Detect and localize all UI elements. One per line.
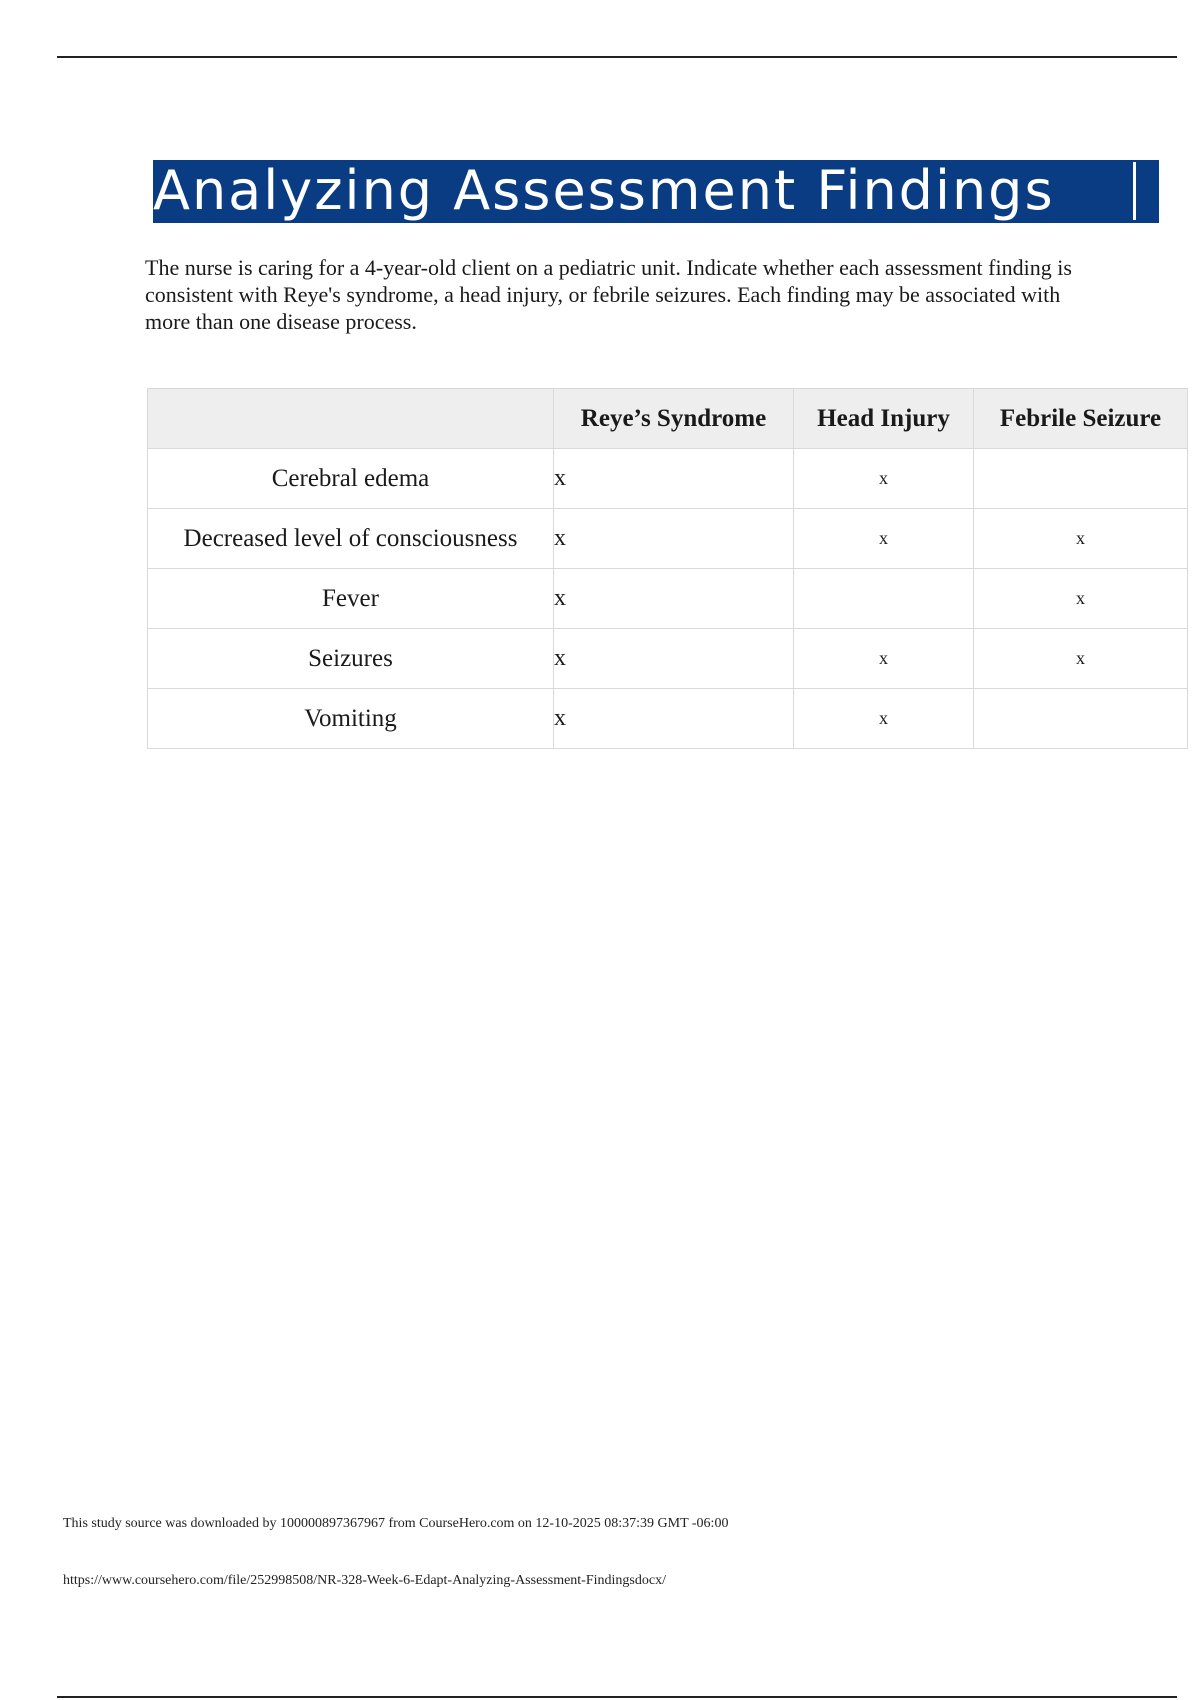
- table-header-row: [148, 389, 1188, 449]
- reyes-mark: x: [554, 509, 794, 569]
- reyes-mark: x: [554, 569, 794, 629]
- reyes-mark: x: [554, 449, 794, 509]
- reyes-mark: x: [554, 629, 794, 689]
- head-injury-mark: x: [794, 629, 974, 689]
- head-injury-mark: x: [794, 689, 974, 749]
- finding-cell: Seizures: [148, 629, 554, 689]
- intro-paragraph: The nurse is caring for a 4-year-old client on a pediatric unit. Indicate whether each assessment finding is consistent with Reye's syndrome, a head injury, or febrile seizures. Each finding may be associated with more than one disease process.: [145, 255, 1072, 334]
- febrile-seizure-mark: [974, 689, 1188, 749]
- source-url: https://www.coursehero.com/file/252998508/NR-328-Week-6-Edapt-Analyzing-Assessment-Findingsdocx/: [63, 1573, 666, 1588]
- top-rule: [57, 56, 1177, 58]
- finding-cell: Vomiting: [148, 689, 554, 749]
- finding-cell: Fever: [148, 569, 554, 629]
- header-head-injury: Head Injury: [794, 389, 974, 449]
- bottom-rule: [57, 1696, 1177, 1698]
- febrile-seizure-mark: [974, 449, 1188, 509]
- reyes-mark: x: [554, 689, 794, 749]
- head-injury-mark: x: [794, 449, 974, 509]
- text-cursor: [1133, 162, 1136, 220]
- download-note: This study source was downloaded by 100000897367967 from CourseHero.com on 12-10-2025 08:37:39 GMT -06:00: [63, 1516, 729, 1531]
- findings-table: [147, 388, 1188, 749]
- header-febrile-seizure: Febrile Seizure: [974, 389, 1188, 449]
- head-injury-mark: [794, 569, 974, 629]
- title-highlight: [153, 160, 1159, 223]
- febrile-seizure-mark: x: [974, 509, 1188, 569]
- finding-cell: Decreased level of consciousness: [148, 509, 554, 569]
- table-row: [148, 689, 1188, 749]
- table-row: [148, 629, 1188, 689]
- page-title: Analyzing Assessment Findings: [153, 159, 1055, 222]
- table-row: [148, 449, 1188, 509]
- febrile-seizure-mark: x: [974, 569, 1188, 629]
- header-finding: [148, 389, 554, 449]
- head-injury-mark: x: [794, 509, 974, 569]
- table-row: [148, 509, 1188, 569]
- finding-cell: Cerebral edema: [148, 449, 554, 509]
- table-row: [148, 569, 1188, 629]
- header-reyes-syndrome: Reye’s Syndrome: [554, 389, 794, 449]
- febrile-seizure-mark: x: [974, 629, 1188, 689]
